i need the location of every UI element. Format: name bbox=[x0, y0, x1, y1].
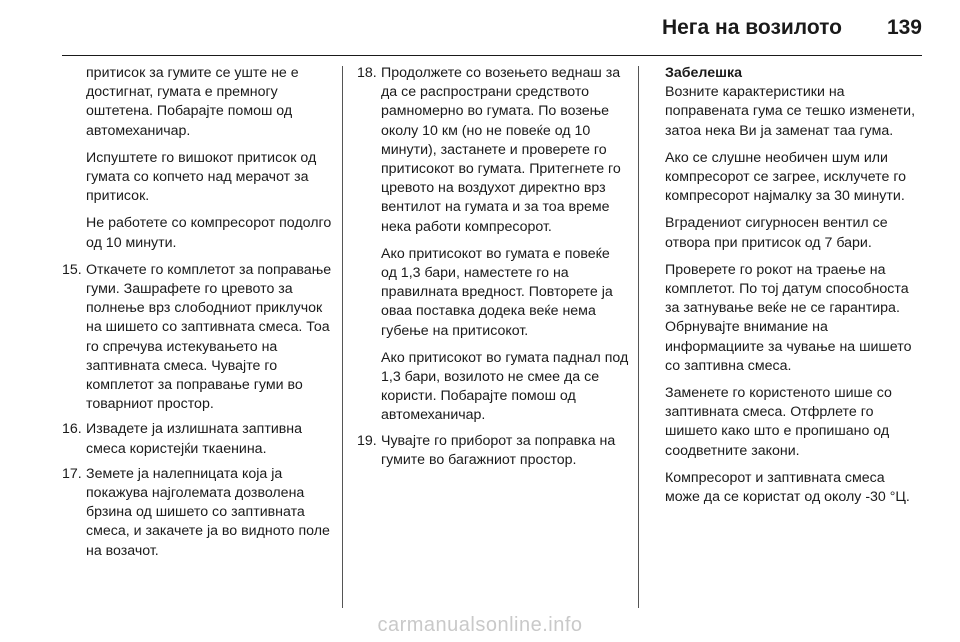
note-text: Возните карактеристики на поправената гума се тешко изменети, затоа нека Ви ја заменат таа гума. bbox=[665, 84, 916, 139]
step-number: 15. bbox=[62, 261, 82, 278]
paragraph: Заменете го користеното шише со заптивната смеса. Отфрлете го шишето како што е пропишано од соодветните закони. bbox=[665, 385, 892, 459]
paragraph: Продолжете со возењето веднаш за да се распространи средството рамномерно во гумата. По возење околу 10 км (но не повеќе од 10 минути), застанете и проверете го притисокот во гумата. Притегнете го цревото на воздухот директно врз вентилот на гумата и за тоа време нека работи компресорот. bbox=[381, 65, 621, 235]
section-title: Нега на возилото bbox=[661, 16, 842, 39]
column-divider-2 bbox=[638, 66, 639, 608]
note-title: Забелешка bbox=[665, 65, 742, 81]
column-middle bbox=[357, 64, 629, 476]
paragraph: Не работете со компресорот подолго од 10 минути. bbox=[86, 215, 332, 251]
paragraph: Компресорот и заптивната смеса може да се користат од околу -30 °Ц. bbox=[665, 469, 910, 506]
step-text: Чувајте го приборот за поправка на гумите во багажниот простор. bbox=[381, 432, 616, 468]
step-15 bbox=[62, 261, 336, 415]
page-number: 139 bbox=[886, 16, 922, 39]
page-header bbox=[0, 0, 960, 56]
paragraph: Ако притисокот во гумата паднал под 1,3 бари, возилото не смее да се користи. Побарајте помош од автомеханичар. bbox=[381, 349, 629, 424]
step-body bbox=[381, 64, 629, 426]
paragraph: Ако се слушне необичен шум или компресорот се загрее, исклучете го компресорот најмалку за 30 минути. bbox=[665, 149, 907, 205]
paragraph: притисок за гумите се уште не е достигнат, гумата е премногу оштетена. Побарајте помош од автомеханичар. bbox=[86, 65, 299, 139]
header-divider bbox=[62, 55, 922, 56]
step-number: 16. bbox=[62, 421, 82, 438]
paragraph: Испуштете го вишокот притисок од гумата со копчето над мерачот за притисок. bbox=[86, 149, 317, 205]
watermark: carmanualsonline.info bbox=[377, 614, 583, 636]
step-number: 18. bbox=[357, 65, 377, 81]
step-18 bbox=[357, 64, 629, 426]
paragraph: Ако притисокот во гумата е повеќе од 1,3 бари, наместете го на правилната вредност. Повторете ја оваа поставка додека веќе нема губење на притисокот. bbox=[381, 245, 613, 339]
step-17 bbox=[62, 465, 336, 561]
step-text: Земете ја налепницата која ја покажува најголемата дозволена брзина од шишето со заптивната смеса, и закачете ја во видното поле на возачот. bbox=[86, 465, 330, 559]
step-16 bbox=[62, 420, 336, 458]
column-right bbox=[665, 64, 923, 515]
step-number: 17. bbox=[62, 465, 82, 482]
paragraph: Вградениот сигурносен вентил се отвора при притисок од 7 бари. bbox=[665, 215, 888, 251]
paragraph: Проверете го рокот на траење на комплетот. По тој датум способноста за затнување веќе не се гарантира. Обрнувајте внимание на информациите за чување на шишето со заптивна смеса. bbox=[665, 261, 912, 374]
step-number: 19. bbox=[357, 432, 377, 449]
step-text: Откачете го комплетот за поправање гуми. Зашрафете го цревото за полнење врз слободниот приклучок на шишето со заптивната смеса. Тоа го спречува истекувањето на заптивната смеса. Чувајте го комплетот за поправање гуми во товарниот простор. bbox=[86, 261, 332, 413]
column-divider-1 bbox=[342, 66, 343, 608]
column-left bbox=[62, 64, 336, 567]
step-text: Извадете ја излишната заптивна смеса користејќи ткаенина. bbox=[86, 421, 303, 457]
step-19 bbox=[357, 432, 629, 470]
